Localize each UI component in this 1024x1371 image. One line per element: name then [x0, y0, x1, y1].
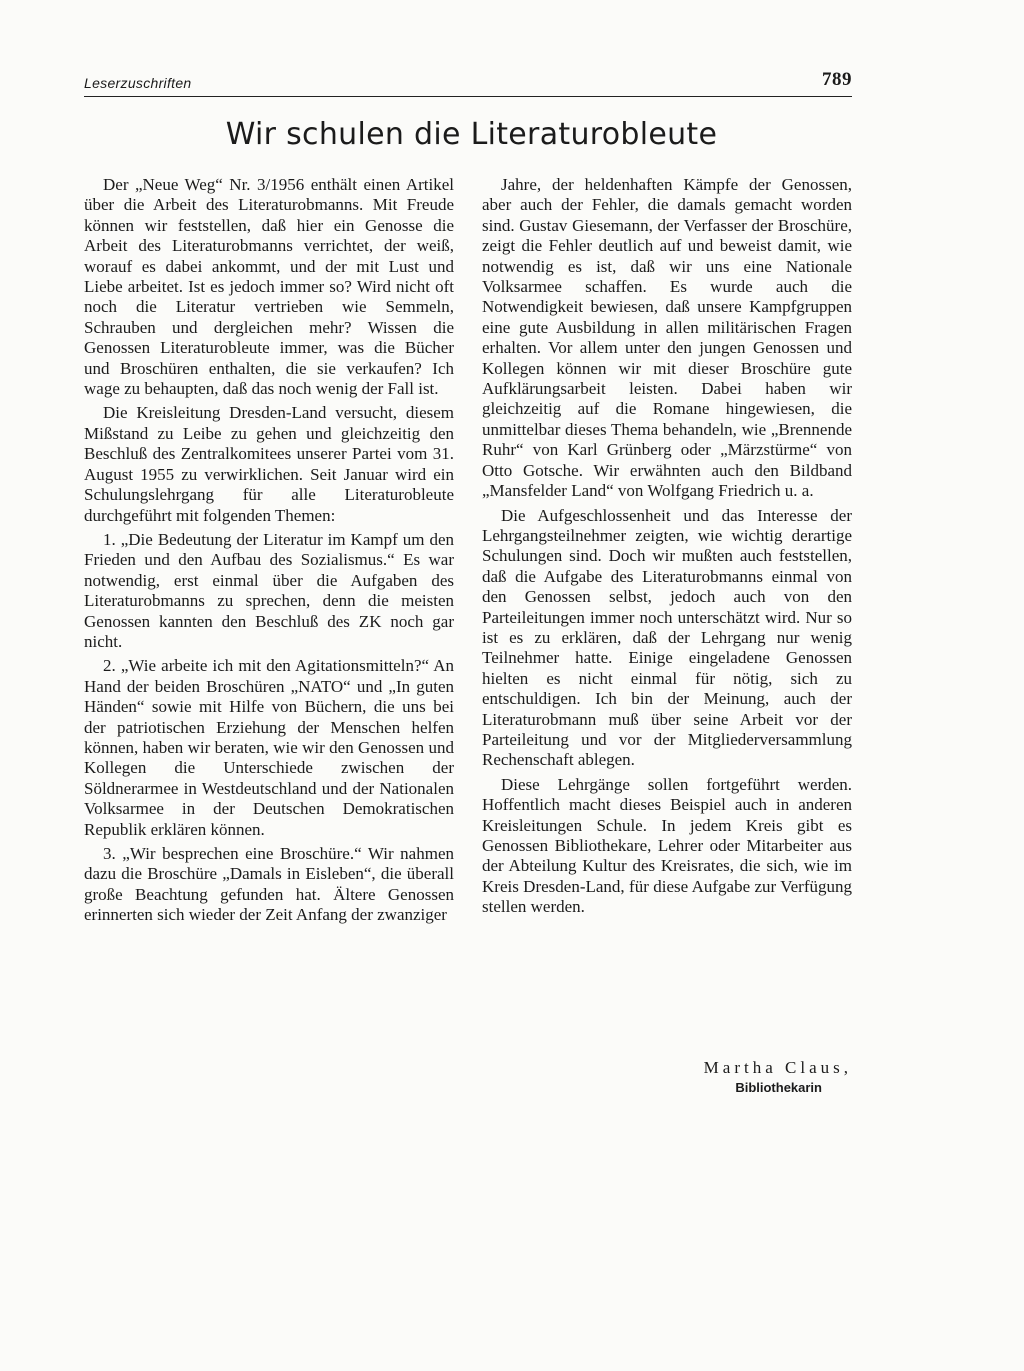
article-title: Wir schulen die Literaturobleute	[225, 117, 718, 152]
page-header	[84, 68, 852, 97]
paragraph: Die Kreisleitung Dresden-Land versucht, diesem Mißstand zu Leibe zu gehen und gleichzeitig den Beschluß des Zentralkomitees unserer Partei vom 31. August 1955 zu verwirklichen. Seit Januar wird ein Schulungslehrgang für alle Literaturobleute durchgeführt mit folgenden Themen:	[84, 403, 454, 525]
paragraph: Die Aufgeschlossenheit und das Interesse der Lehrgangsteilnehmer zeigten, wie wichtig derartige Schulungen sind. Doch wir mußten auch feststellen, daß die Aufgabe des Literaturobmanns einmal von den Genossen selbst, jedoch auch von den Parteileitungen immer noch unterschätzt wird. Nur so ist es zu erklären, daß der Lehrgang nur wenig Teilnehmer hatte. Einige eingeladene Genossen hielten es nicht einmal für nötig, sich zu entschuldigen. Ich bin der Meinung, auch der Literaturobmann muß über seine Arbeit vor der Parteileitung und vor der Mitgliederversammlung Rechenschaft ablegen.	[482, 505, 852, 770]
paragraph: Diese Lehrgänge sollen fortgeführt werden. Hoffentlich macht dieses Beispiel auch in anderen Kreisleitungen Schule. In jedem Kreis gibt es Genossen Bibliothekare, Lehrer oder Mitarbeiter aus der Abteilung Kultur des Kreisrates, die sich, wie im Kreis Dresden-Land, für diese Aufgabe zur Verfügung stellen werden.	[482, 774, 852, 917]
signature-block	[482, 1058, 852, 1098]
paragraph: 3. „Wir besprechen eine Broschüre.“ Wir nahmen dazu die Broschüre „Damals in Eisleben“, die überall große Beachtung gefunden hat. Ältere Genossen erinnerten sich wieder der Zeit Anfang der zwanziger	[84, 844, 454, 925]
paragraph: 2. „Wie arbeite ich mit den Agitationsmitteln?“ An Hand der beiden Broschüren „NATO“ und „In guten Händen“ sowie mit Hilfe von Büchern, die uns bei der patriotischen Erziehung der Menschen helfen können, haben wir beraten, wie wir den Genossen und Kollegen die Unterschiede zwischen der Söldnerarmee in Westdeutschland und der Nationalen Volksarmee in der Deutschen Demokratischen Republik erklären können.	[84, 656, 454, 839]
paragraph: 1. „Die Bedeutung der Literatur im Kampf um den Frieden und den Aufbau des Sozialismus.“ Es war notwendig, erst einmal über die Aufgaben des Literaturobmanns zu sprechen, denn die meisten Genossen kannten den Beschluß des ZK noch gar nicht.	[84, 529, 454, 651]
left-column	[84, 175, 454, 930]
section-label: Leserzuschriften	[84, 75, 192, 91]
paragraph: Jahre, der heldenhaften Kämpfe der Genossen, aber auch der Fehler, die damals gemacht worden sind. Gustav Giesemann, der Verfasser der Broschüre, zeigt die Fehler deutlich auf und beweist damit, wie notwendig es ist, daß wir uns eine Nationale Volksarmee schaffen. Es wurde auch die Notwendigkeit bewiesen, daß unsere Kampfgruppen eine gute Ausbildung in allen militärischen Fragen erhalten. Vor allem unter den jungen Genossen und Kollegen können wir mit dieser Broschüre gute Aufklärungsarbeit leisten. Dabei haben wir gleichzeitig auf die Romane hingewiesen, die unmittelbar dieses Thema behandeln, wie „Brennende Ruhr“ von Karl Grünberg oder „Märzstürme“ von Otto Gotsche. Wir erwähnten auch den Bildband „Mansfelder Land“ von Wolfgang Friedrich u. a.	[482, 175, 852, 501]
author-name: Martha Claus,	[703, 1058, 852, 1077]
page-number: 789	[822, 69, 852, 90]
paragraph: Der „Neue Weg“ Nr. 3/1956 enthält einen Artikel über die Arbeit des Literaturobmanns. Mit Freude können wir feststellen, daß hier ein Genosse die Arbeit des Literaturobmanns verrichtet, der weiß, worauf es dabei ankommt, und der mit Lust und Liebe arbeitet. Ist es jedoch immer so? Wird nicht oft noch die Literatur vertrieben wie Semmeln, Schrauben und dergleichen mehr? Wissen die Genossen Literaturobleute immer, was die Bücher und Broschüren enthalten, die sie verkaufen? Ich wage zu behaupten, daß das noch wenig der Fall ist.	[84, 175, 454, 399]
author-role: Bibliothekarin	[735, 1080, 822, 1095]
right-column	[482, 175, 852, 922]
